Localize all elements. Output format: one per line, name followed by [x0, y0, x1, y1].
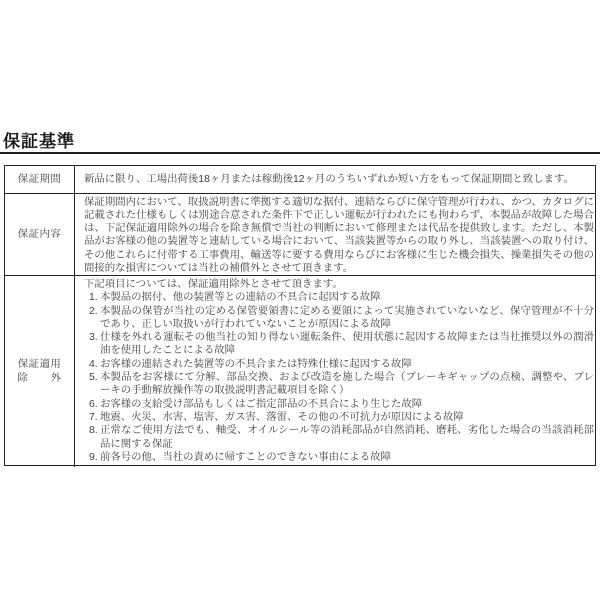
exclusions-content-cell — [75, 276, 595, 467]
exclusion-item-number: 7. — [89, 411, 98, 423]
exclusion-item-number: 3. — [89, 332, 98, 344]
exclusion-item-number: 6. — [89, 398, 98, 410]
exclusion-list-item — [89, 398, 594, 411]
exclusion-list-item — [89, 451, 594, 464]
exclusions-intro: 下記項目については、保証適用除外とさせて頂きます。 — [84, 279, 343, 290]
exclusion-item-text: お客様の支給受け部品もしくはご指定部品の不具合により生じた故障 — [100, 398, 423, 410]
exclusion-item-number: 1. — [89, 292, 98, 304]
exclusions-label-line2: 除外 — [17, 372, 62, 384]
exclusions-label-line1: 保証適用 — [17, 359, 62, 371]
title-underline-rule — [0, 152, 600, 154]
exclusion-item-text: 仕様を外れる運転その他当社の知り得ない運転条件、使用状態に起因する故障または当社推奨以外の潤滑油を使用したことによる故障 — [100, 332, 594, 357]
exclusion-item-text: 地震、火災、水害、塩害、ガス害、落雷、その他の不可抗力が原因による故障 — [100, 411, 464, 423]
exclusion-item-text: お客様の連結された装置等の不具合または特殊仕様に起因する故障 — [100, 358, 412, 370]
exclusion-item-number: 2. — [89, 305, 98, 317]
exclusion-list-item — [89, 424, 594, 451]
warranty-content-content-cell — [75, 194, 595, 276]
exclusion-item-text: 前各号の他、当社の責めに帰すことのできない事由による故障 — [100, 451, 391, 463]
exclusion-list-item — [89, 371, 594, 398]
warranty-period-label: 保証期間 — [17, 173, 62, 185]
exclusion-list-item — [89, 291, 594, 304]
warranty-content-label-cell — [5, 194, 75, 276]
exclusion-item-text: 正常なご使用方法でも、軸受、オイルシール等の消耗部品が自然消耗、磨耗、劣化した場合の当該消耗部品に関する保証 — [100, 425, 594, 450]
exclusion-item-number: 4. — [89, 358, 98, 370]
warranty-period-label-cell — [5, 166, 75, 194]
warranty-content-label: 保証内容 — [17, 228, 62, 240]
exclusion-list-item — [89, 331, 594, 358]
warranty-period-content-cell — [75, 166, 595, 194]
exclusion-list-item — [89, 305, 594, 332]
exclusion-list-item — [89, 358, 594, 371]
page-title: 保証基準 — [3, 132, 75, 151]
exclusion-item-number: 8. — [89, 425, 98, 437]
exclusion-item-text: 本製品の保管が当社の定める保管要領書に定める要領によって実施されていないなど、保守管理が不十分であり、正しい取扱いが行われていないことが原因による故障 — [100, 305, 594, 330]
exclusion-item-number: 5. — [89, 372, 98, 384]
warranty-content-text: 保証期間内において、取扱説明書に準拠する適切な据付、連結ならびに保守管理が行われ、かつ、カタログに記載された仕様もしくは別途合意された条件下で正しい運転が行われたにも拘わらず、本製品が故障した場合は、下記保証適用除外の場合を除き無償で当社の判断において修理または代品を提供致します。ただし、本製品がお客様の他の装置等と連結している場合において、当該装置等からの取り外し、当該装置への取り付け、その他これらに付帯する工事費用、輸送等に要する費用ならびにお客様に生じた機会損失、操業損失その他の間接的な損害については当社の補償外とさせて頂きます。 — [84, 196, 594, 274]
exclusion-item-text: 本製品の据付、他の装置等との連結の不具合に起因する故障 — [100, 292, 381, 304]
warranty-table — [4, 165, 596, 466]
exclusion-item-number: 9. — [89, 451, 98, 463]
exclusion-item-text: 本製品をお客様にて分解、部品交換、および改造を施した場合（ブレーキギャップの点検、調整や、ブレーキの手動解放操作等の取扱説明書記載項目を除く） — [100, 372, 594, 397]
exclusion-list-item — [89, 411, 594, 424]
exclusions-label-cell — [5, 276, 75, 467]
warranty-period-text: 新品に限り、工場出荷後18ヶ月または稼動後12ヶ月のうちいずれか短い方をもって保証期間と致します。 — [84, 173, 574, 185]
exclusions-list — [84, 291, 594, 464]
